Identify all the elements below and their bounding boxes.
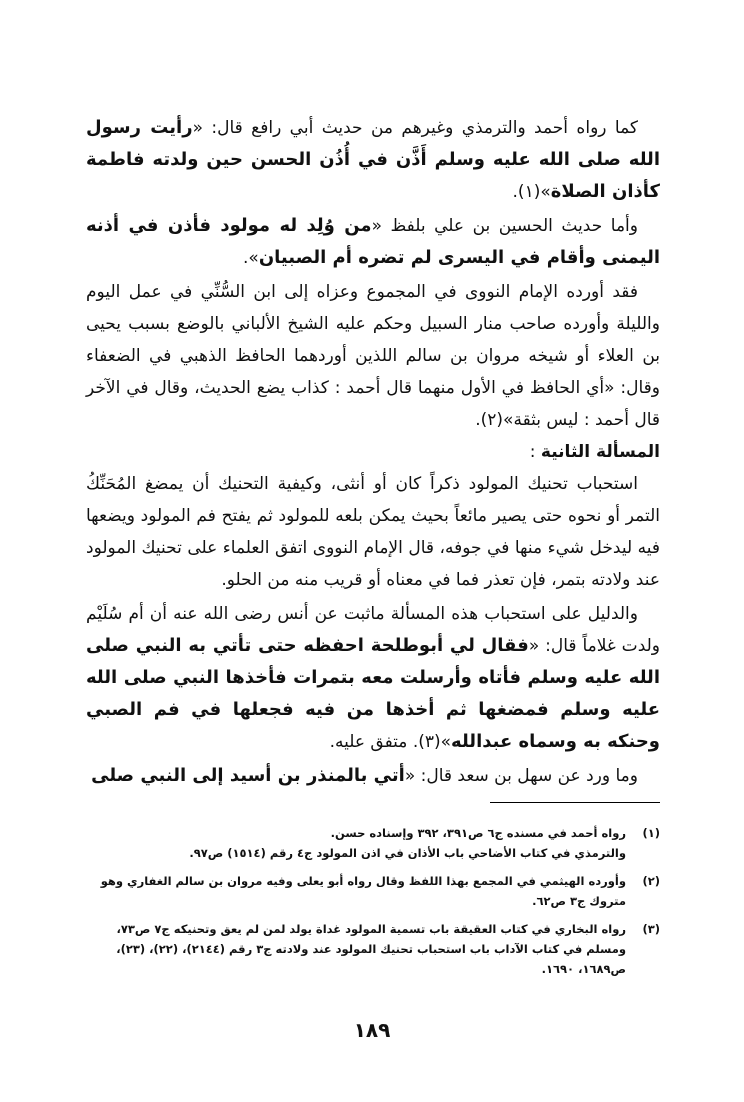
paragraph [86, 112, 660, 208]
footnote-line: ومسلم في كتاب الآداب باب استحباب تحنيك المولود عند ولادته ج٣ رقم (٢١٤٤)، (٢٢)، (٢٣)، ص١٦٨٩، ١٦٩٠. [116, 942, 626, 976]
footnote-line: والترمذي في كتاب الأضاحي باب الأذان في اذن المولود ج٤ رقم (١٥١٤) ص٩٧. [189, 846, 626, 860]
paragraph [86, 276, 660, 436]
text-run: »(٣). متفق عليه. [329, 732, 452, 752]
heading-colon: : [529, 442, 541, 462]
heading-title: المسألة الثانية [540, 442, 660, 462]
footnote-divider [490, 802, 660, 803]
text-run: استحباب تحنيك المولود ذكراً كان أو أنثى، وكيفية التحنيك أن يمضغ المُحَنِّكُ التمر أو نحوه حتى يصير مائعاً بحيث يمكن بلعه للمولود ثم يفتح فم المولود ويضعها فيه ليدخل شيء منها في جوفه، قال الإمام النووى اتفق العلماء على تحنيك المولود عند ولادته بتمر، فإن تعذر فما في معناه أو قريب منه من الحلو. [86, 474, 660, 590]
footnote-line: وأورده الهيثمي في المجمع بهذا اللفظ وقال رواه أبو يعلى وفيه مروان بن سالم الغفاري وهو متروك ج٣ ص٦٢. [100, 874, 626, 908]
text-run: وما ورد عن سهل بن سعد قال: « [404, 766, 638, 786]
page-number: ١٨٩ [353, 1018, 391, 1042]
hadith-quote: فقال لي أبوطلحة احفظه حتى تأتي به النبي صلى الله عليه وسلم فأتاه وأرسلت معه بتمرات فأخذها النبي صلى الله عليه وسلم فمضغها ثم أخذها من فيه فجعلها في فم الصبي وحنكه به وسماه عبدالله [86, 635, 660, 752]
footnote-number: (١) [642, 826, 660, 840]
hadith-quote: رأيت رسول الله صلى الله عليه وسلم أَذَّن في أُذُن الحسن حين ولدته فاطمة كأذان الصلاة [86, 117, 660, 202]
text-run: وأما حديث الحسين بن علي بلفظ « [371, 216, 638, 236]
paragraph [86, 760, 660, 792]
section-heading [86, 436, 660, 468]
footnote-line: رواه البخاري في كتاب العقيقة باب تسمية المولود غداة يولد لمن لم يعق وتحنيكه ج٧ ص٧٣، [116, 922, 626, 936]
hadith-quote: أتي بالمنذر بن أسيد إلى النبي صلى [91, 765, 405, 786]
text-run: والدليل على استحباب هذه المسألة ماثبت عن أنس رضى الله عنه أن أم سُلَيْم ولدت غلاماً قال: « [86, 604, 661, 656]
paragraph [86, 468, 660, 596]
hadith-quote: من وُلِد له مولود فأذن في أذنه اليمنى وأقام في اليسرى لم تضره أم الصبيان [86, 215, 660, 268]
paragraph [86, 210, 660, 274]
paragraph [86, 598, 660, 758]
footnote [86, 919, 660, 979]
text-run: ». [243, 248, 259, 268]
footnote-text [86, 919, 626, 979]
body-text [86, 112, 660, 792]
text-run: فقد أورده الإمام النووى في المجموع وعزاه إلى ابن السُّنِّي في عمل اليوم والليلة وأورده صاحب منار السبيل وحكم عليه الشيخ الألباني بالوضع بسبب يحيى بن العلاء أو شيخه مروان بن سالم اللذين أوردهما الحافظ الذهبي في الضعفاء وقال: «أي الحافظ في الأول منهما قال أحمد : كذاب يضع الحديث، وقال في الآخر قال أحمد : ليس بثقة»(٢). [86, 282, 660, 430]
footnote [86, 871, 660, 911]
footnotes [86, 823, 660, 979]
footnote-number: (٣) [642, 922, 660, 936]
footnote [86, 823, 660, 863]
text-run: كما رواه أحمد والترمذي وغيرهم من حديث أبي رافع قال: « [192, 118, 638, 138]
footnote-number: (٢) [642, 874, 660, 888]
text-run: »(١). [512, 182, 551, 202]
footnote-text [86, 871, 626, 911]
footnote-line: رواه أحمد في مسنده ج٦ ص٣٩١، ٣٩٢ وإسناده حسن. [330, 826, 626, 840]
footnote-text [86, 823, 626, 863]
